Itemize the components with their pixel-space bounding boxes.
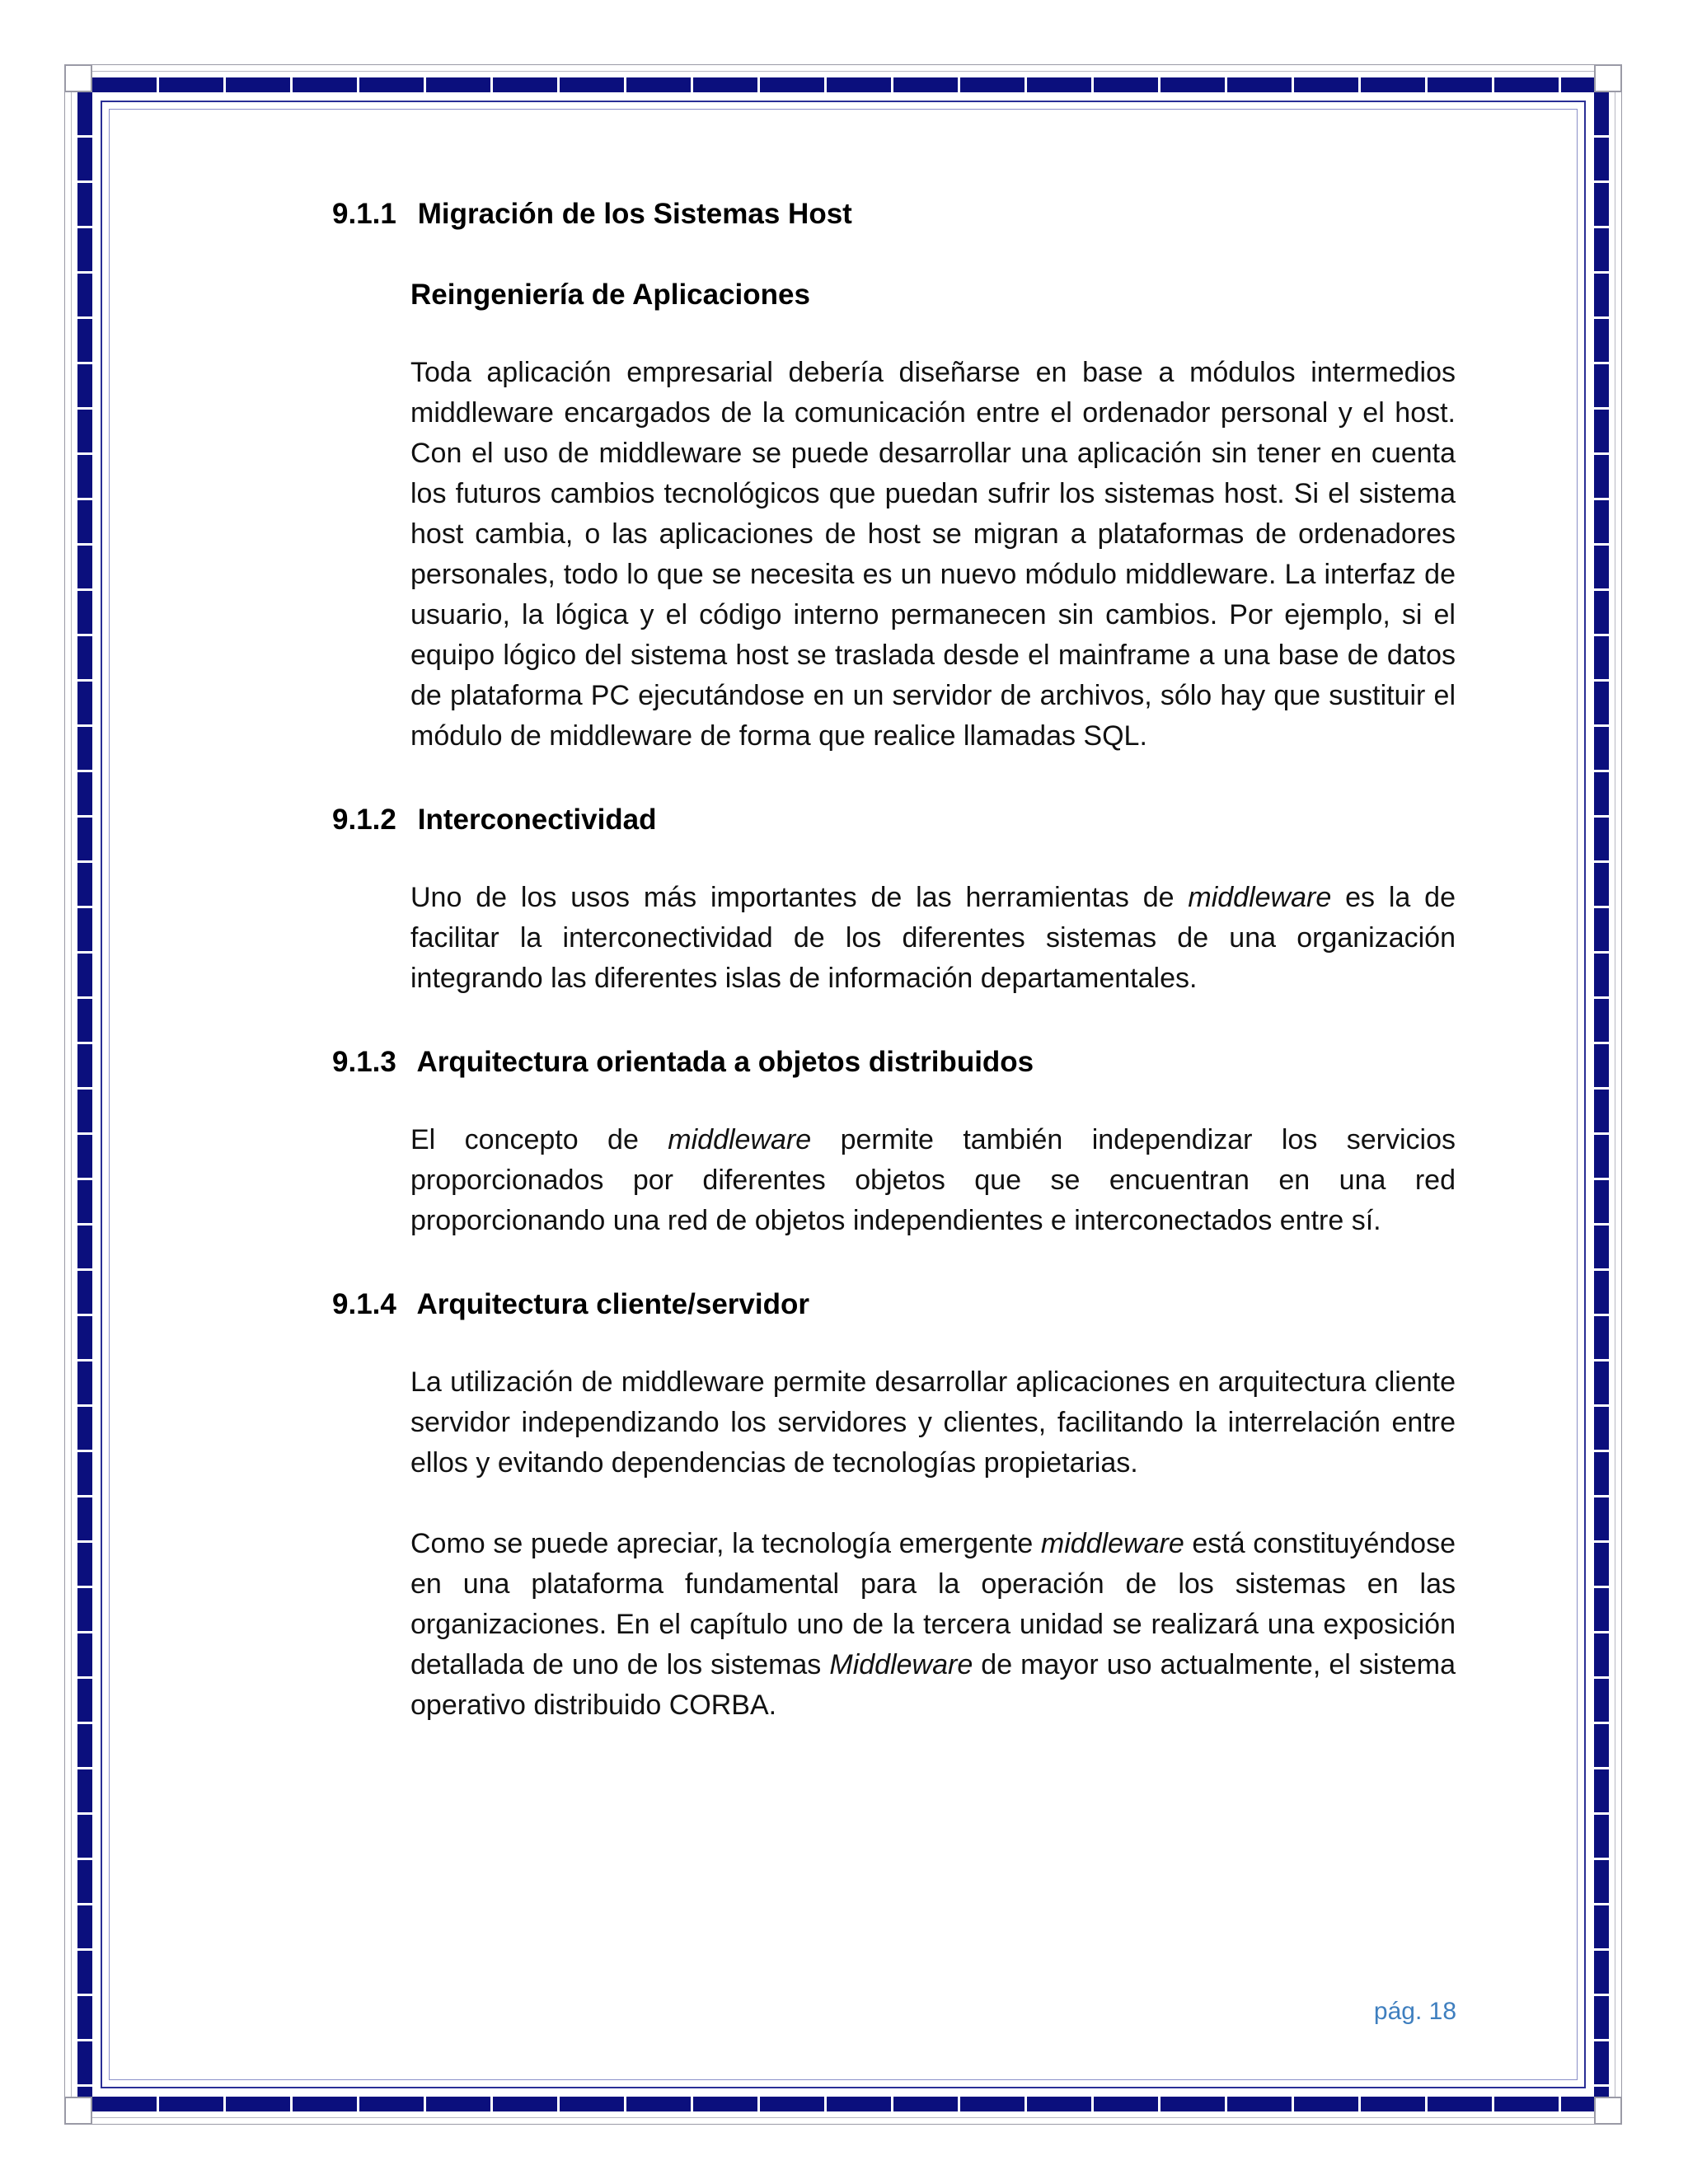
page-border-ticks-top <box>92 77 1594 92</box>
border-corner-bottom-left <box>64 2097 92 2125</box>
section-heading <box>332 191 1455 237</box>
paragraph: La utilización de middleware permite desarrollar aplicaciones en arquitectura cliente servidor independizando los servidores y clientes, facilitando la interrelación entre ellos y evitando dependencias de tecnologías propietarias. <box>410 1366 1456 1479</box>
section-heading <box>332 1282 1455 1328</box>
page-border-ticks-right <box>1594 92 1609 2097</box>
page-border-ticks-left <box>77 92 92 2097</box>
paragraph-emphasis: middleware <box>1188 882 1332 913</box>
subsection-title: Reingeniería de Aplicaciones <box>410 279 810 311</box>
paragraph <box>332 1524 1456 1726</box>
paragraph-text: está constituyéndose en una plataforma fundamental para la operación de los sistemas en las organizaciones. En el capítulo uno de la tercera unidad se realizará una exposición detallada de uno de los sistemas <box>410 1528 1456 1680</box>
page-border-ticks-bottom <box>92 2097 1594 2111</box>
paragraph-emphasis: middleware <box>1040 1528 1184 1559</box>
section-title: Arquitectura orientada a objetos distribuidos <box>416 1046 1034 1078</box>
page-number: pág. 18 <box>1373 1998 1456 2025</box>
paragraph-emphasis: middleware <box>668 1124 812 1155</box>
section-title: Migración de los Sistemas Host <box>417 198 852 230</box>
paragraph <box>332 878 1456 999</box>
section-number: 9.1.3 <box>332 1046 396 1078</box>
paragraph-text: El concepto de <box>410 1124 668 1155</box>
section-heading <box>332 797 1455 843</box>
paragraph: Toda aplicación empresarial debería diseñarse en base a módulos intermedios middleware encargados de la comunicación entre el ordenador personal y el host. Con el uso de middleware se puede desarrollar una aplicación sin tener en cuenta los futuros cambios tecnológicos que puedan sufrir los sistemas host. Si el sistema host cambia, o las aplicaciones de host se migran a plataformas de ordenadores personales, todo lo que se necesita es un nuevo módulo middleware. La interfaz de usuario, la lógica y el código interno permanecen sin cambios. Por ejemplo, si el equipo lógico del sistema host se traslada desde el mainframe a una base de datos de plataforma PC ejecutándose en un servidor de archivos, sólo hay que sustituir el módulo de middleware de forma que realice llamadas SQL. <box>410 357 1456 752</box>
paragraph-text: Como se puede apreciar, la tecnología emergente <box>410 1528 1041 1559</box>
section-number: 9.1.2 <box>332 804 396 836</box>
section-number: 9.1.1 <box>332 198 396 230</box>
section-number: 9.1.4 <box>332 1288 396 1320</box>
section-title: Interconectividad <box>417 804 657 836</box>
section-title: Arquitectura cliente/servidor <box>416 1288 809 1320</box>
section-heading <box>332 1039 1455 1085</box>
border-corner-top-right <box>1594 64 1622 92</box>
paragraph-text: Uno de los usos más importantes de las herramientas de <box>410 882 1189 913</box>
paragraph-text: de mayor uso actualmente, el sistema operativo distribuido CORBA. <box>410 1649 1456 1721</box>
paragraph-text: permite también independizar los servicios proporcionados por diferentes objetos que se encuentran en una red proporcionando una red de objetos independientes e interconectados entre sí. <box>410 1124 1456 1236</box>
border-corner-top-left <box>64 64 92 92</box>
paragraph-text: es la de facilitar la interconectividad de los diferentes sistemas de una organización integrando las diferentes islas de información departamentales. <box>410 882 1456 994</box>
document-body <box>332 191 1455 1726</box>
paragraph-emphasis: Middleware <box>829 1649 973 1680</box>
paragraph <box>332 1120 1456 1241</box>
border-corner-bottom-right <box>1594 2097 1622 2125</box>
